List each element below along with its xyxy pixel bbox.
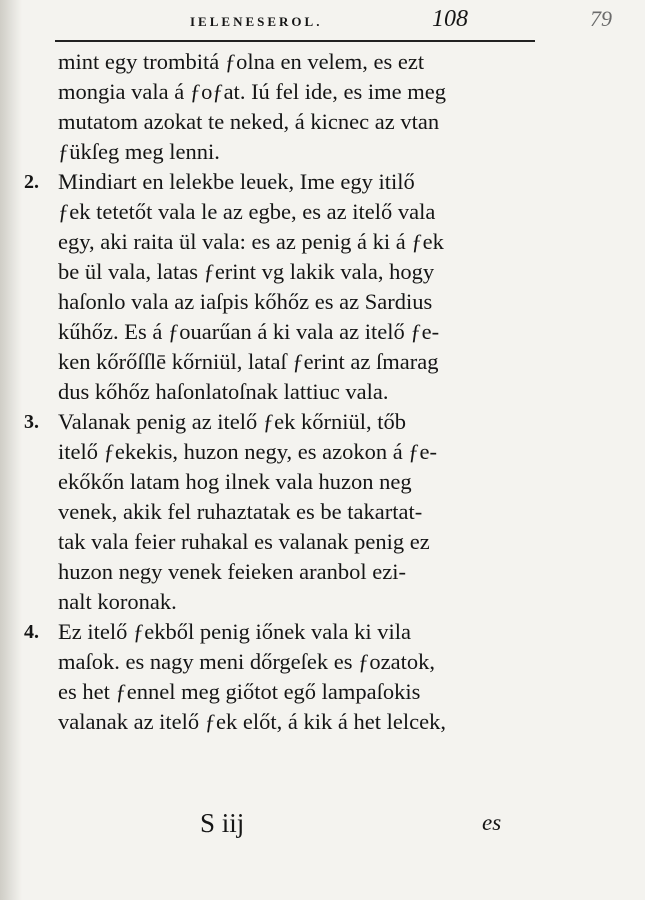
verse-1: [58, 47, 538, 167]
verse-3: [24, 407, 538, 617]
text-line: huzon negy venek feieken aranbol ezi-: [58, 559, 406, 584]
text-line: mongia vala á ƒoƒat. Iú fel ide, es ime meg: [58, 79, 446, 104]
verse-2: [24, 167, 538, 407]
text-line: tak vala feier ruhakal es valanak penig ez: [58, 529, 430, 554]
verse-4: [24, 617, 538, 737]
text-line: Mindiart en lelekbe leuek, Ime egy itilő: [58, 169, 415, 194]
text-line: es het ƒennel meg giőtot egő lampaſokis: [58, 679, 421, 704]
running-head: IELENESEROL.: [190, 14, 323, 29]
text-line: Ez itelő ƒekből penig iőnek vala ki vila: [58, 619, 412, 644]
text-line: ƒek tetetőt vala le az egbe, es az itelő vala: [58, 199, 436, 224]
verse-number: 4.: [24, 621, 39, 643]
text-line: Valanak penig az itelő ƒek kőrniül, tőb: [58, 409, 407, 434]
pencil-folio-note: 79: [590, 6, 612, 31]
text-line: haſonlo vala az iaſpis kőhőz es az Sardius: [58, 289, 433, 314]
text-line: valanak az itelő ƒek előt, á kik á het lelcek,: [58, 709, 446, 734]
binding-gutter: [0, 0, 22, 900]
signature-mark: S iij: [200, 808, 245, 838]
verse-number: 2.: [24, 171, 39, 193]
page-header: [55, 6, 535, 42]
text-line: ken kőrőſſlē kőrniül, lataſ ƒerint az ſmarag: [58, 349, 439, 374]
text-line: maſok. es nagy meni dőrgeſek es ƒozatok,: [58, 649, 435, 674]
text-line: mint egy trombitá ƒolna en velem, es ezt: [58, 49, 425, 74]
text-line: itelő ƒekekis, huzon negy, es azokon á ƒe-: [58, 439, 438, 464]
body-text: [24, 47, 538, 737]
text-line: mutatom azokat te neked, á kicnec az vtan: [58, 109, 440, 134]
text-line: venek, akik fel ruhaztatak es be takartat-: [58, 499, 423, 524]
text-line: be ül vala, latas ƒerint vg lakik vala, hogy: [58, 259, 435, 284]
verse-number: 3.: [24, 411, 39, 433]
text-line: kűhőz. Es á ƒouarűan á ki vala az itelő ƒe-: [58, 319, 440, 344]
text-line: egy, aki raita ül vala: es az penig á ki á ƒek: [58, 229, 444, 254]
catchword: es: [482, 810, 502, 835]
text-line: nalt koronak.: [58, 589, 177, 614]
text-line: ƒükſeg meg lenni.: [58, 139, 220, 164]
text-line: dus kőhőz haſonlatoſnak lattiuc vala.: [58, 379, 389, 404]
text-line: ekőkőn latam hog ilnek vala huzon neg: [58, 469, 412, 494]
page-number: 108: [432, 6, 468, 32]
